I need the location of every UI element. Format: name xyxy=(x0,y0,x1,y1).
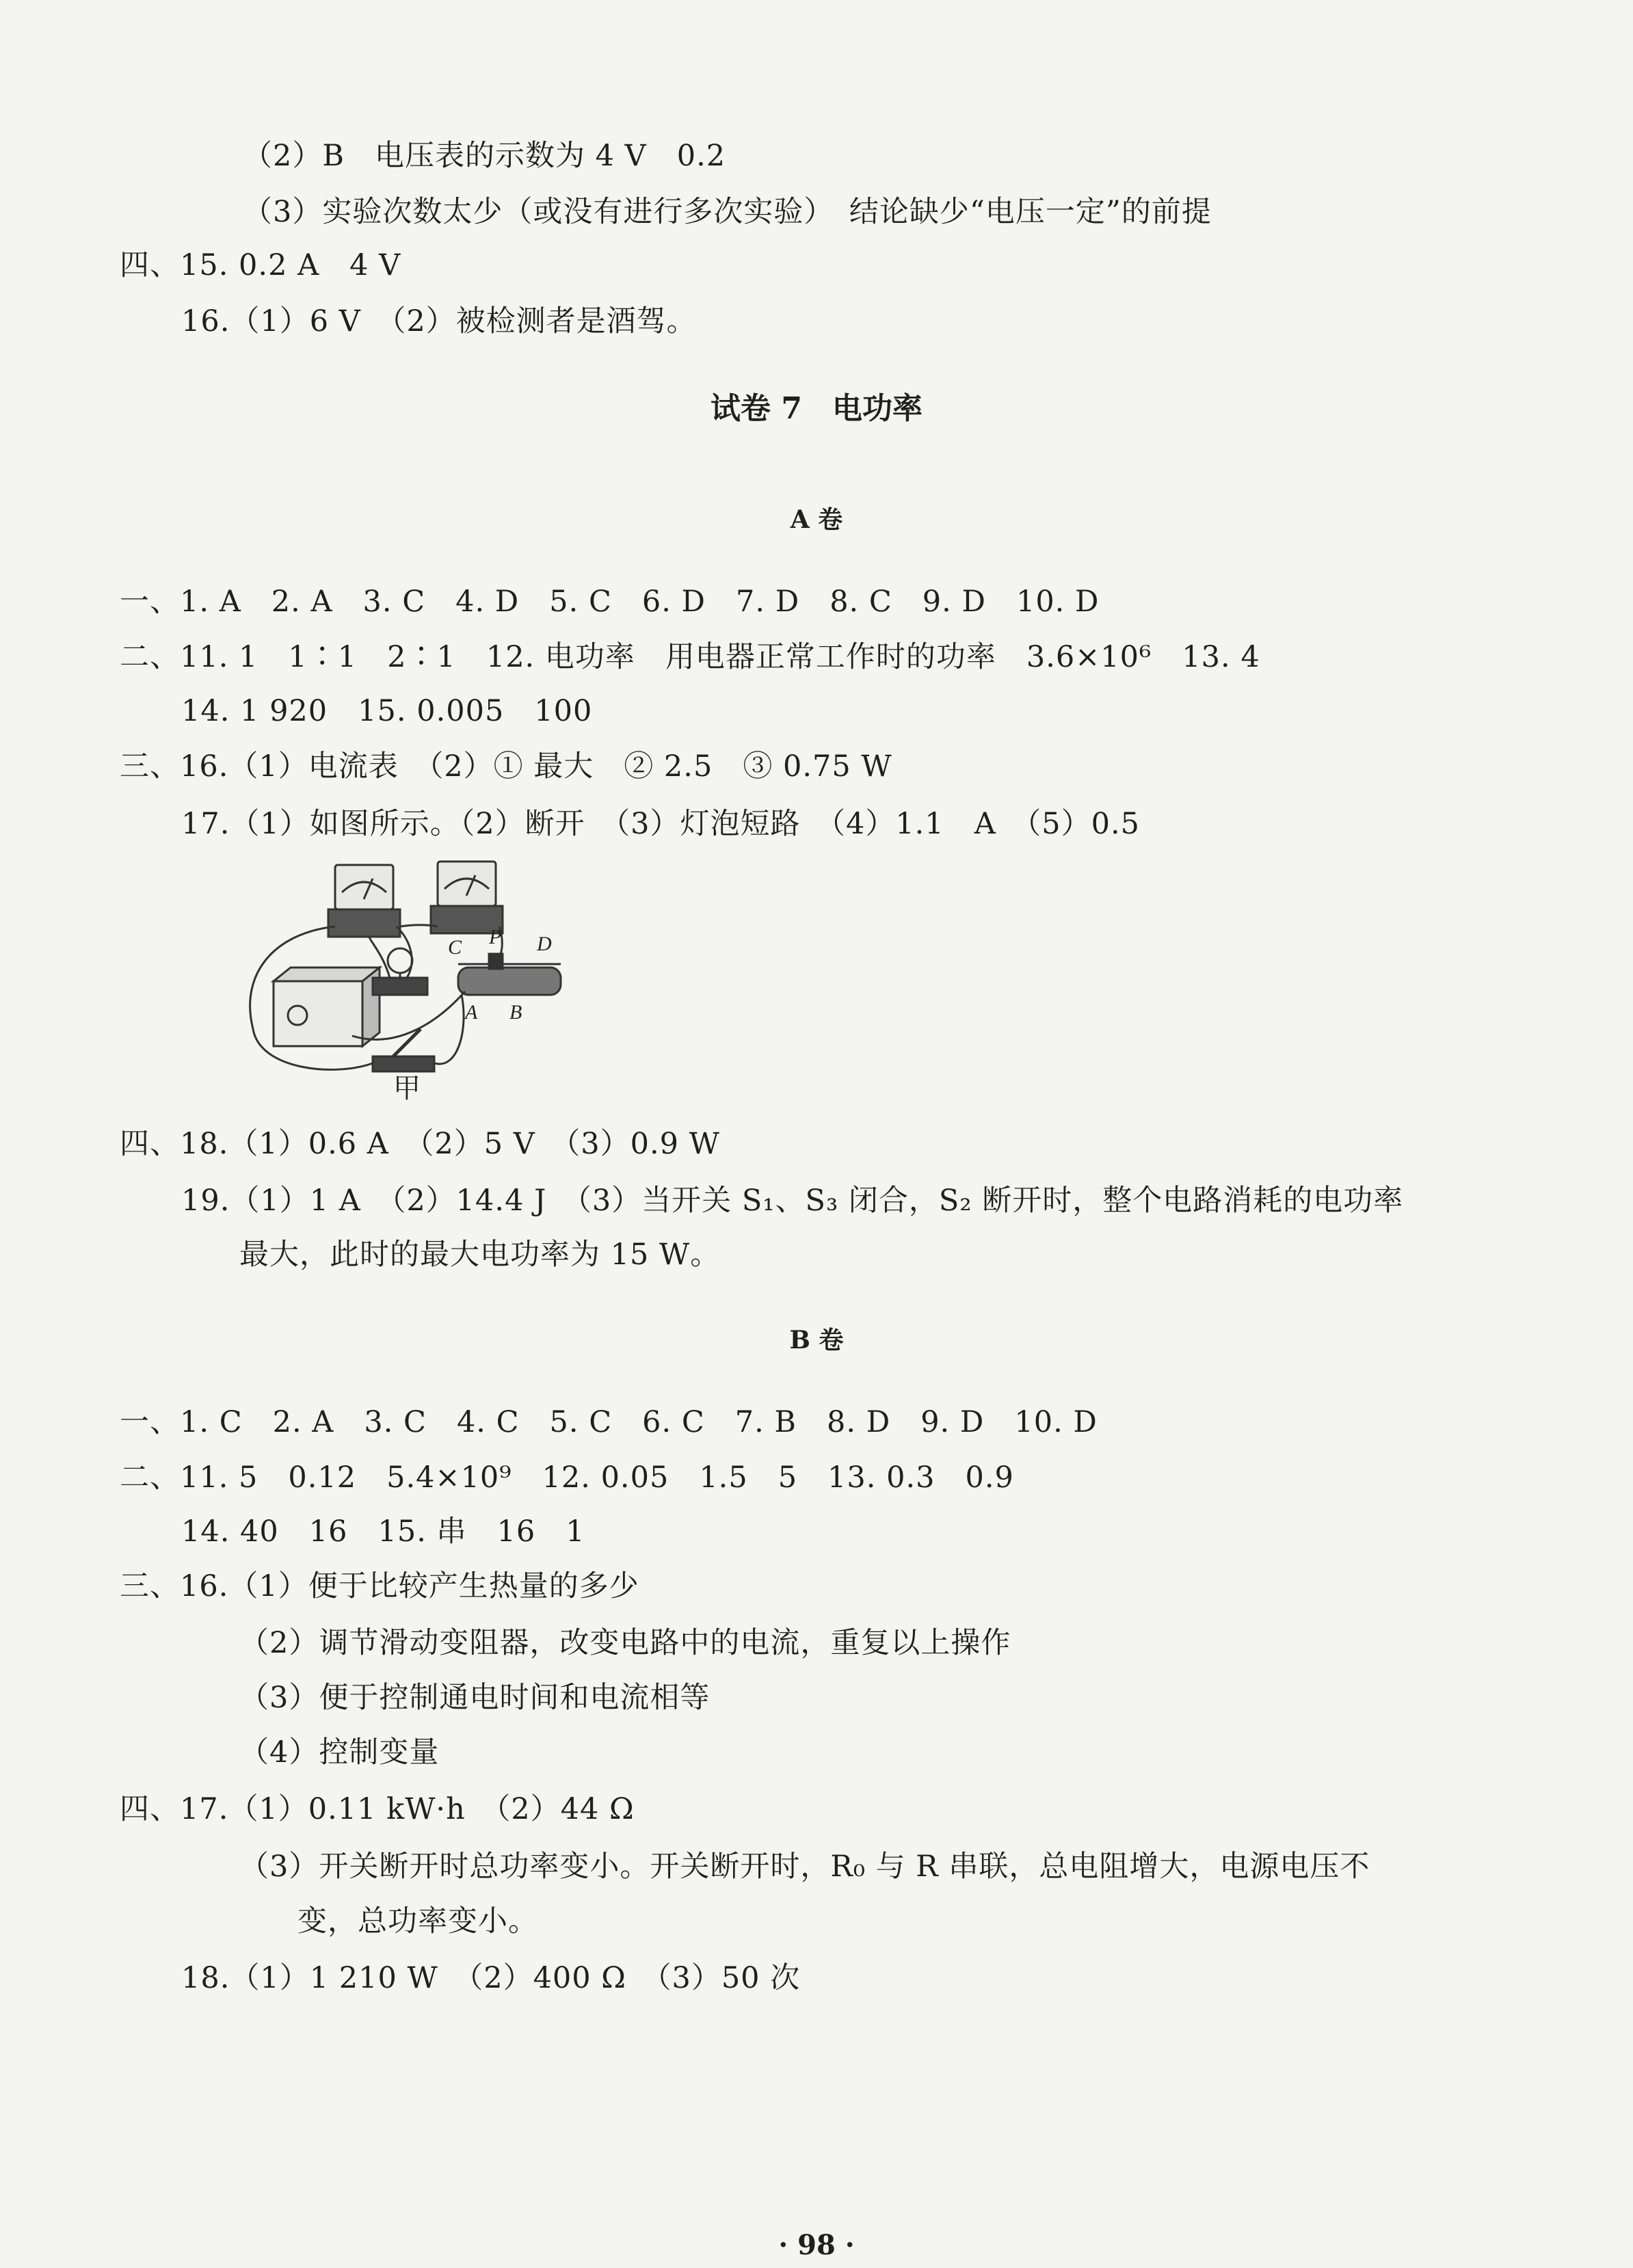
circuit-diagram xyxy=(233,851,615,1104)
text-line: （2）B 电压表的示数为 4 V 0.2 xyxy=(243,139,726,173)
text-line: 19.（1）1 A （2）14.4 J （3）当开关 S₁、S₃ 闭合，S₂ 断开时，整个电路消耗的电功率 xyxy=(181,1184,1404,1218)
text-line: 四、15. 0.2 A 4 V xyxy=(120,248,401,282)
text-line: 最大，此时的最大电功率为 15 W。 xyxy=(239,1238,721,1272)
text-line: 18.（1）1 210 W （2）400 Ω （3）50 次 xyxy=(181,1961,801,1995)
label-a: A xyxy=(465,1001,478,1024)
text-line: 三、16.（1）便于比较产生热量的多少 xyxy=(120,1569,639,1603)
text-line: （4）控制变量 xyxy=(239,1735,440,1770)
text-line: 四、17.（1）0.11 kW·h （2）44 Ω xyxy=(120,1792,635,1826)
text-line: 一、1. A 2. A 3. C 4. D 5. C 6. D 7. D 8. C 9. D 10. D xyxy=(120,585,1100,619)
text-line: 二、11. 5 0.12 5.4×10⁹ 12. 0.05 1.5 5 13. 0.3 0.9 xyxy=(120,1460,1014,1495)
text-line: 14. 40 16 15. 串 16 1 xyxy=(181,1515,585,1549)
section-a-heading: A 卷 xyxy=(790,505,843,534)
text-line: 变，总功率变小。 xyxy=(297,1904,538,1938)
label-p: P xyxy=(489,926,502,948)
text-line: 二、11. 1 1∶1 2∶1 12. 电功率 用电器正常工作时的功率 3.6×10⁶ 13. 4 xyxy=(120,640,1260,674)
text-line: 16.（1）6 V （2）被检测者是酒驾。 xyxy=(181,304,697,338)
section-title: 试卷 7 电功率 xyxy=(711,391,922,426)
page-number: · 98 · xyxy=(778,2229,855,2261)
text-line: 14. 1 920 15. 0.005 100 xyxy=(181,694,593,728)
text-line: 一、1. C 2. A 3. C 4. C 5. C 6. C 7. B 8. D 9. D 10. D xyxy=(120,1405,1098,1439)
figure-label: 甲 xyxy=(393,1073,421,1104)
label-d: D xyxy=(537,933,552,955)
text-line: 17.（1）如图所示。（2）断开 （3）灯泡短路 （4）1.1 A （5）0.5 xyxy=(181,807,1140,841)
text-line: （3）便于控制通电时间和电流相等 xyxy=(239,1681,711,1715)
text-line: 四、18.（1）0.6 A （2）5 V （3）0.9 W xyxy=(120,1127,720,1161)
text-line: 三、16.（1）电流表 （2）① 最大 ② 2.5 ③ 0.75 W xyxy=(120,749,892,784)
label-c: C xyxy=(448,936,462,959)
label-b: B xyxy=(509,1001,522,1024)
text-line: （3）开关断开时总功率变小。开关断开时，R₀ 与 R 串联，总电阻增大，电源电压不 xyxy=(239,1850,1370,1884)
text-line: （2）调节滑动变阻器，改变电路中的电流，重复以上操作 xyxy=(239,1626,1011,1660)
text-line: （3）实验次数太少（或没有进行多次实验） 结论缺少“电压一定”的前提 xyxy=(243,195,1212,229)
section-b-heading: B 卷 xyxy=(789,1326,844,1355)
